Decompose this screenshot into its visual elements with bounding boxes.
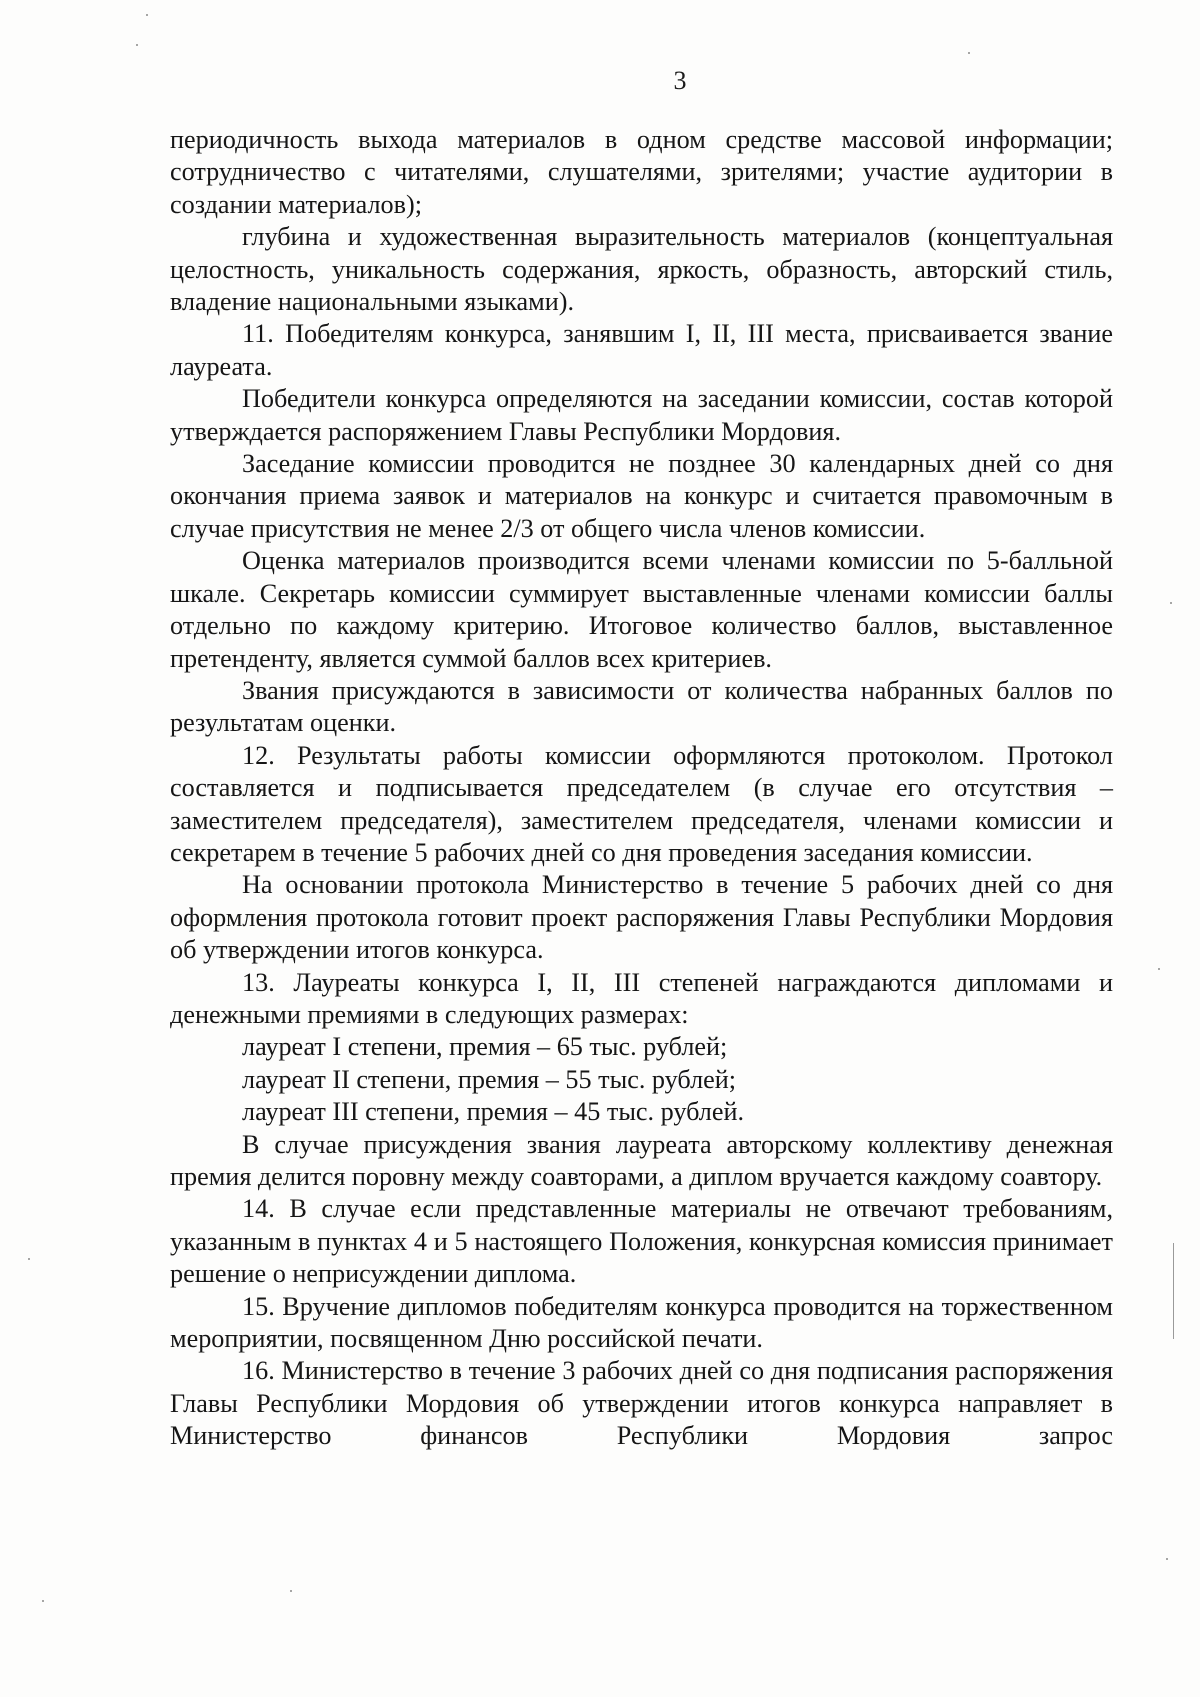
scan-speck <box>42 1600 44 1602</box>
paragraph-protocol: На основании протокола Министерство в течение 5 рабочих дней со дня оформления протокола готовит проект распоряжения Главы Республики Мордовия об утверждении итогов конкурса. <box>170 870 1113 965</box>
paragraph-item-12: 12. Результаты работы комиссии оформляются протоколом. Протокол составляется и подписывается председателем (в случае его отсутствия – заместителем председателя), заместителем председателя, членами комиссии и секретарем в течение 5 рабочих дней со дня проведения заседания комиссии. <box>170 740 1113 867</box>
scan-speck <box>28 1258 30 1260</box>
paragraph-continuation: периодичность выхода материалов в одном средстве массовой информации; сотрудничество с читателями, слушателями, зрителями; участие аудитории в создании материалов); <box>170 125 1113 219</box>
scan-speck <box>146 14 148 16</box>
paragraph-item-13: 13. Лауреаты конкурса I, II, III степеней награждаются дипломами и денежными премиями в следующих размерах: <box>170 967 1113 1029</box>
paragraph-titles: Звания присуждаются в зависимости от количества набранных баллов по результатам оценки. <box>170 675 1113 738</box>
prize-line-third-degree: лауреат III степени, премия – 45 тыс. рублей. <box>242 1097 745 1127</box>
paragraph-item-14: 14. В случае если представленные материалы не отвечают требованиям, указанным в пунктах 4 и 5 настоящего Положения, конкурсная комиссия принимает решение о неприсуждении диплома. <box>170 1194 1113 1289</box>
scan-speck <box>1170 602 1172 604</box>
scan-speck <box>290 1590 292 1592</box>
scan-speck <box>1166 1558 1168 1560</box>
paragraph-item-15: 15. Вручение дипломов победителям конкурса проводится на торжественном мероприятии, посвященном Дню российской печати. <box>170 1291 1113 1354</box>
scan-speck <box>968 52 970 54</box>
scan-edge-mark <box>1173 1243 1174 1339</box>
prize-line-second-degree: лауреат II степени, премия – 55 тыс. рублей; <box>242 1064 737 1094</box>
page-number: 3 <box>673 66 687 95</box>
paragraph-meeting: Заседание комиссии проводится не позднее 30 календарных дней со дня окончания приема заявок и материалов на конкурс и считается правомочным в случае присутствия не менее 2/3 от общего числа членов комиссии. <box>170 449 1113 543</box>
paragraph-winners: Победители конкурса определяются на заседании комиссии, состав которой утверждается распоряжением Главы Республики Мордовия. <box>170 384 1113 446</box>
prize-line-first-degree: лауреат I степени, премия – 65 тыс. рублей; <box>242 1032 728 1062</box>
scan-speck <box>1158 968 1160 970</box>
document-body <box>170 124 1113 1453</box>
scan-speck <box>136 44 138 46</box>
paragraph-criterion-depth: глубина и художественная выразительность материалов (концептуальная целостность, уникальность содержания, яркость, образность, авторский стиль, владение национальными языками). <box>170 222 1113 317</box>
paragraph-evaluation: Оценка материалов производится всеми членами комиссии по 5-балльной шкале. Секретарь комиссии суммирует выставленные членами комиссии баллы отдельно по каждому критерию. Итоговое количество баллов, выставленное претенденту, является суммой баллов всех критериев. <box>170 546 1113 673</box>
paragraph-item-16: 16. Министерство в течение 3 рабочих дней со дня подписания распоряжения Главы Республики Мордовия об утверждении итогов конкурса направляет в Министерство финансов Республики Мордовия запрос <box>170 1356 1113 1451</box>
paragraph-item-11: 11. Победителям конкурса, занявшим I, II, III места, присваивается звание лауреата. <box>170 319 1113 381</box>
paragraph-collective: В случае присуждения звания лауреата авторскому коллективу денежная премия делится поровну между соавторами, а диплом вручается каждому соавтору. <box>170 1129 1113 1191</box>
